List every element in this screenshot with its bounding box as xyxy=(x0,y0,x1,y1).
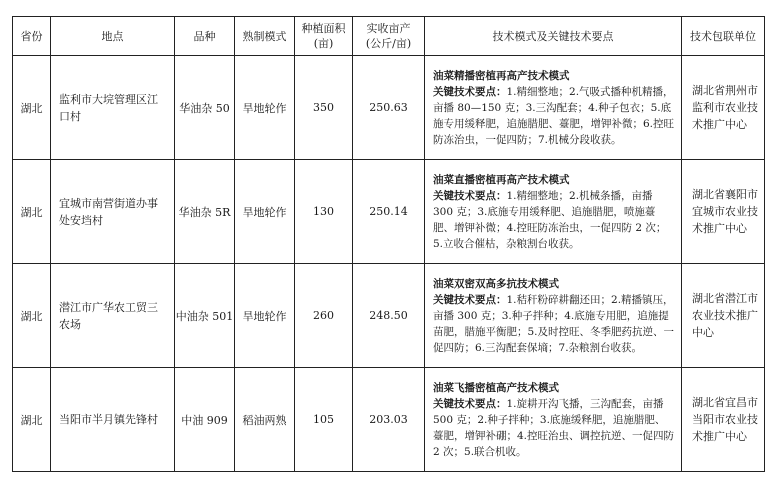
cell-variety: 中油 909 xyxy=(175,368,235,472)
header-location: 地点 xyxy=(51,17,175,56)
cell-tech-unit: 湖北省襄阳市宜城市农业技术推广中心 xyxy=(682,160,765,264)
tech-key-label: 关键技术要点： xyxy=(433,189,507,202)
cell-tech-unit: 湖北省荆州市监利市农业技术推广中心 xyxy=(682,56,765,160)
tech-key-points: 1.秸秆粉碎耕翻还田；2.精播镇压，亩播 300 克；3.种子拌种；4.底施专用肥，追施提苗肥，腊施平衡肥；5.及时控旺、冬季肥药抗逆、一促四防；6.三沟配套保墒；7.杂粮割台收获。 xyxy=(433,293,675,354)
cell-province: 湖北 xyxy=(13,368,51,472)
cell-tech-model xyxy=(425,160,682,264)
table-row xyxy=(13,56,765,160)
header-ripening-mode: 熟制模式 xyxy=(235,17,295,56)
tech-key-label: 关键技术要点： xyxy=(433,85,507,98)
cell-location: 潜江市广华农工贸三农场 xyxy=(51,264,175,368)
cell-tech-model xyxy=(425,56,682,160)
demonstration-table xyxy=(12,16,765,472)
header-planting-area xyxy=(295,17,353,56)
tech-model-title: 油菜双密双高多抗技术模式 xyxy=(433,277,559,290)
cell-actual-yield: 203.03 xyxy=(353,368,425,472)
header-area-unit: (亩) xyxy=(313,37,334,50)
cell-ripening-mode: 稻油两熟 xyxy=(235,368,295,472)
cell-tech-model xyxy=(425,368,682,472)
table-row xyxy=(13,264,765,368)
tech-key-points: 1.精细整地；2.气吸式播种机精播，亩播 80—150 克；3.三沟配套；4.种子包衣；5.底施专用缓释肥，追施腊肥、薹肥，增钾补微；6.控旺防冻治虫，一促四防；7.机械分段收获。 xyxy=(433,85,675,146)
tech-model-title: 油菜精播密植再高产技术模式 xyxy=(433,69,570,82)
cell-variety: 华油杂 5R xyxy=(175,160,235,264)
tech-key-label: 关键技术要点： xyxy=(433,293,507,306)
tech-key-points: 1.精细整地；2.机械条播，亩播 300 克；3.底施专用缓释肥、追施腊肥，喷施薹肥、增钾补微；4.控旺防冻治虫，一促四防 2 次；5.立收合催枯，杂粮割台收获。 xyxy=(433,189,667,250)
tech-model-title: 油菜直播密植再高产技术模式 xyxy=(433,173,570,186)
cell-tech-model xyxy=(425,264,682,368)
cell-ripening-mode: 旱地轮作 xyxy=(235,56,295,160)
cell-location: 监利市大垸管理区江口村 xyxy=(51,56,175,160)
cell-variety: 华油杂 50 xyxy=(175,56,235,160)
header-tech-model: 技术模式及关键技术要点 xyxy=(425,17,682,56)
tech-key-points: 1.旋耕开沟飞播，三沟配套，亩播 500 克；2.种子拌种；3.底施缓释肥，追施腊肥、薹肥，增钾补硼；4.控旺治虫、调控抗逆、一促四防 2 次；5.联合机收。 xyxy=(433,397,675,458)
cell-planting-area: 105 xyxy=(295,368,353,472)
cell-planting-area: 260 xyxy=(295,264,353,368)
header-yield-unit: (公斤/亩) xyxy=(365,37,412,50)
header-row xyxy=(13,17,765,56)
cell-planting-area: 130 xyxy=(295,160,353,264)
table-row xyxy=(13,368,765,472)
tech-key-label: 关键技术要点： xyxy=(433,397,507,410)
cell-province: 湖北 xyxy=(13,56,51,160)
cell-location: 宜城市南营街道办事处安垱村 xyxy=(51,160,175,264)
cell-ripening-mode: 旱地轮作 xyxy=(235,264,295,368)
cell-province: 湖北 xyxy=(13,264,51,368)
header-province: 省份 xyxy=(13,17,51,56)
header-actual-yield xyxy=(353,17,425,56)
tech-model-title: 油菜飞播密植高产技术模式 xyxy=(433,381,559,394)
cell-province: 湖北 xyxy=(13,160,51,264)
header-variety: 品种 xyxy=(175,17,235,56)
table-row xyxy=(13,160,765,264)
cell-actual-yield: 248.50 xyxy=(353,264,425,368)
header-tech-unit: 技术包联单位 xyxy=(682,17,765,56)
cell-variety: 中油杂 501 xyxy=(175,264,235,368)
cell-planting-area: 350 xyxy=(295,56,353,160)
cell-location: 当阳市半月镇先锋村 xyxy=(51,368,175,472)
header-yield-title: 实收亩产 xyxy=(366,22,411,35)
cell-actual-yield: 250.14 xyxy=(353,160,425,264)
cell-tech-unit: 湖北省潜江市农业技术推广中心 xyxy=(682,264,765,368)
cell-tech-unit: 湖北省宜昌市当阳市农业技术推广中心 xyxy=(682,368,765,472)
header-area-title: 种植面积 xyxy=(301,22,346,35)
cell-actual-yield: 250.63 xyxy=(353,56,425,160)
cell-ripening-mode: 旱地轮作 xyxy=(235,160,295,264)
